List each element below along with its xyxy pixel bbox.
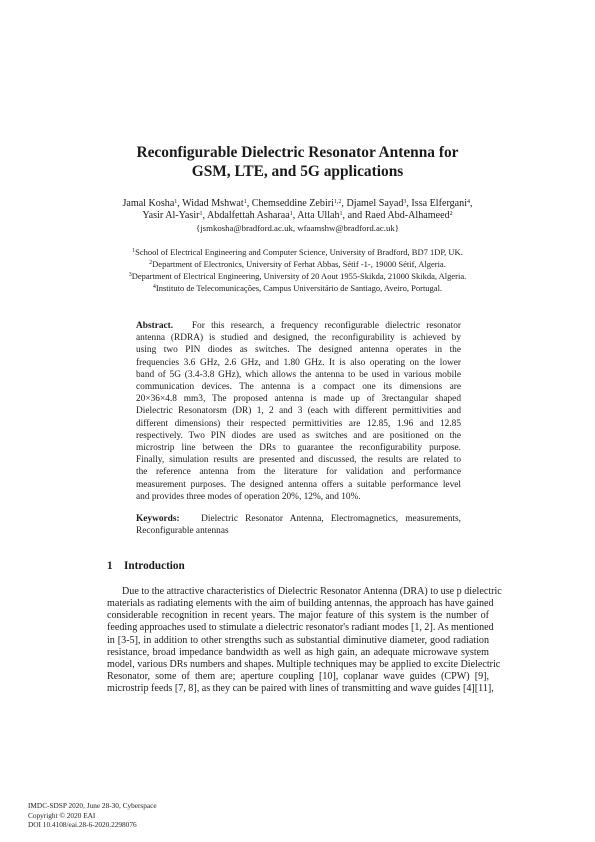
author-name: Abdalfettah Asharaa	[207, 210, 290, 222]
author-name: Jamal Kosha	[122, 198, 175, 209]
keywords-label: Keywords:	[136, 514, 180, 524]
abstract-line: the reference antenna from the literature for validation and performance	[136, 467, 461, 478]
title-line-1: Reconfigurable Dielectric Resonator Antenna for	[136, 144, 459, 161]
abstract-line: respectively. Two PIN diodes are used as switches and are positioned on the	[136, 430, 461, 441]
affiliation-2	[60, 259, 535, 271]
affiliation-text: School of Electrical Engineering and Computer Science, University of Bradford, BD7 1DP, UK.	[135, 247, 463, 257]
abstract-line: Dielectric Resonatorsm (DR) 1, 2 and 3 (each with different permittivities and	[136, 406, 461, 417]
abstract-line: and provides three modes of operation 20%, 12%, and 10%.	[136, 491, 361, 502]
section-title: Introduction	[124, 560, 185, 572]
body-paragraph	[107, 586, 502, 695]
paper-title	[60, 143, 535, 181]
body-line: considerable recognition in recent years. The major feature of this system is the number of	[107, 610, 489, 622]
abstract-line-text: For this research, a frequency reconfigurable dielectric resonator	[191, 321, 461, 331]
author-name: Djamel Sayad	[346, 198, 404, 209]
affiliation-1	[60, 247, 535, 259]
affiliation-3	[60, 271, 535, 283]
author-affiliation-marker: 1	[174, 199, 178, 205]
body-line: Resonator, some of them are; aperture coupling [10], coplanar wave guides (CPW) [9],	[107, 671, 489, 683]
affiliation-text: Department of Electrical Engineering, University of 20 Aout 1955-Skikda, 21000 Skikda, Algeria.	[131, 270, 467, 281]
body-line: in [3-5], in addition to other strengths such as substantial diminutive diameter, good radiation	[107, 634, 489, 646]
author-line-2: Yasir Al-Yasir$^1$, Abdalfettah Asharaa$^1$, Atta Ullah$^1$, and Raed Abd-Alhameed$^2$	[142, 210, 453, 222]
author-name: Raed Abd-Alhameed	[364, 210, 450, 222]
body-line: materials as radiating elements with the aim of building antennas, the approach has have gained	[107, 598, 494, 610]
author-affiliation-marker: 2	[449, 211, 453, 218]
abstract-line: microstrip line between the DRs to guarantee the reconfigurability purpose.	[136, 443, 461, 454]
author-line-1: Jamal Kosha$^1$, Widad Mshwat$^1$, Chemseddine Zebiri$^{1,2}$, Djamel Sayad$^3$, Issa Elfergani$^4$,	[122, 198, 473, 209]
author-affiliation-marker: 1	[199, 211, 203, 218]
affiliation-marker: 2	[149, 259, 153, 266]
body-line: model, various DRs numbers and shapes. Multiple techniques may be applied to excite Dielectric	[107, 658, 501, 670]
abstract	[136, 320, 461, 503]
keywords-line	[136, 513, 461, 525]
author-affiliation-marker: 1	[243, 199, 247, 205]
author-name: Chemseddine Zebiri	[251, 198, 334, 209]
affiliation-text: Instituto de Telecomunicações, Campus Universitário de Santiago, Aveiro, Portugal.	[155, 282, 443, 293]
abstract-line: different dimensions) their respected permittivities are 12.85, 1.96 and 12.85	[136, 418, 461, 429]
page-footer	[28, 801, 157, 830]
abstract-label: Abstract.	[136, 321, 174, 331]
abstract-line	[136, 320, 461, 332]
title-line-2: GSM, LTE, and 5G applications	[191, 163, 404, 180]
body-line: Due to the attractive characteristics of Dielectric Resonator Antenna (DRA) to use p dielectric	[122, 586, 502, 597]
author-name: Issa Elfergani	[411, 198, 468, 209]
author-affiliation-marker: 3	[403, 199, 407, 205]
footer-doi[interactable]: DOI 10.4108/eai.28-6-2020.2298076	[28, 820, 137, 830]
author-name: Widad Mshwat	[182, 198, 244, 209]
author-affiliation-marker: 1	[289, 211, 293, 218]
abstract-line: communication devices. The antenna is a compact one its dimensions are	[136, 382, 461, 393]
keywords-line: Reconfigurable antennas	[136, 526, 229, 537]
footer-conference: IMDC-SDSP 2020, June 28-30, Cyberspace	[28, 801, 157, 810]
affiliation-marker: 4	[152, 283, 156, 290]
author-affiliation-marker: 4	[467, 199, 471, 205]
author-affiliation-marker: 1,2	[333, 199, 342, 205]
body-line: resistance, broad impedance bandwidth as well as high gain, an adequate microwave system	[107, 646, 489, 658]
author-block	[60, 198, 535, 235]
keywords-line-text: Dielectric Resonator Antenna, Electromagnetics, measurements,	[201, 514, 462, 524]
abstract-line: 20×36×4.8 mm3, The proposed antenna is made up of 3rectangular shaped	[136, 394, 461, 405]
abstract-line: band of 5G (3.4-3.8 GHz), which allows the antenna to be used in various mobile	[136, 369, 461, 380]
body-line: feeding approaches used to stimulate a dielectric resonator's radiant modes [1, 2]. As mentioned	[107, 622, 494, 634]
author-email[interactable]: {jsmkosha@bradford.ac.uk, wfaamshw@bradford.ac.uk}	[196, 223, 399, 234]
affiliation-marker: 3	[128, 271, 132, 278]
keywords	[136, 513, 461, 537]
affiliation-4	[60, 283, 535, 295]
abstract-line: frequencies 3.6 GHz, 2.6 GHz, and 1.80 GHz. It is also operating on the lower	[136, 357, 461, 368]
author-affiliation-marker: 1	[339, 211, 343, 218]
abstract-line: using two PIN diodes as switches. The designed antenna operates in the	[136, 345, 461, 356]
abstract-line: measurement purposes. The designed antenna offers a suitable performance level	[136, 479, 461, 490]
section-heading	[107, 560, 185, 572]
affiliation-marker: 1	[132, 248, 136, 254]
author-name: Atta Ullah	[297, 210, 340, 222]
author-name: Yasir Al-Yasir	[142, 210, 200, 222]
footer-copyright: Copyright © 2020 EAI	[28, 810, 96, 820]
abstract-line: Finally, simulation results are presented and discussed, the results are related to	[136, 455, 461, 466]
body-line: microstrip feeds [7, 8], as they can be paired with lines of transmitting and wave guides [4][11],	[107, 683, 494, 695]
section-number: 1	[107, 560, 113, 572]
abstract-line: antenna (RDRA) is studied and designed, the reconfigurability is achieved by	[136, 333, 461, 344]
affiliation-list	[60, 247, 535, 295]
affiliation-text: Department of Electronics, University of Ferhat Abbas, Sétif -1-, 19000 Sétif, Algeria.	[152, 258, 446, 269]
